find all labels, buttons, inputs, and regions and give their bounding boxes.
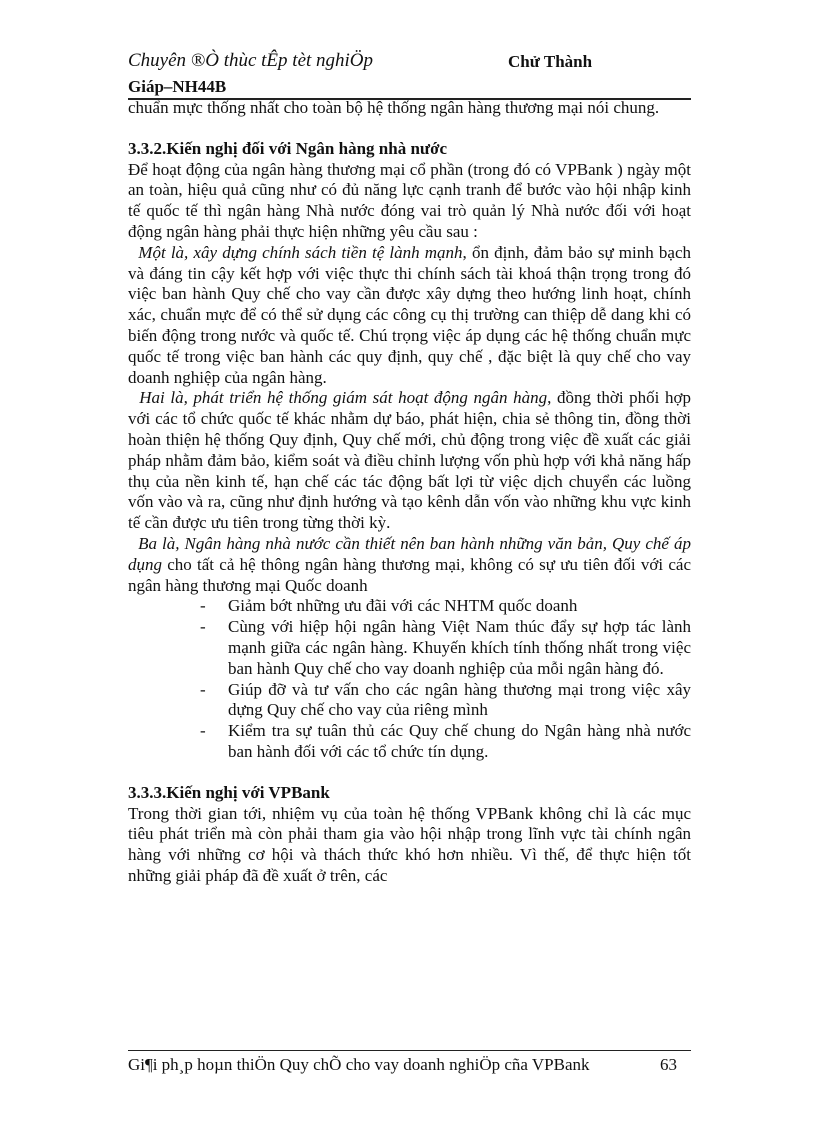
dash-bullet: - (200, 679, 206, 699)
list-item: - Giảm bớt những ưu đãi với các NHTM quốc doanh (200, 596, 578, 616)
spacer (128, 119, 691, 139)
mot-la-body: , ổn định, đảm bảo sự minh bạch và đáng tin cậy kết hợp với việc thực thi chính sách tài khoá thận trọng trong đó việc ban hành Quy chế cho vay cần được xây dựng theo hướng linh hoạt, chính xác, chuẩn mực để có thể sử dụng các công cụ thị trường can thiệp dễ dang khi có biến động trong nước và quốc tế. Chú trọng việc áp dụng các hệ thống chuẩn mực quốc tế trong việc ban hành các quy định, quy chế , đặc biệt là quy chế cho vay doanh nghiệp của ngân hàng. (128, 242, 691, 387)
paragraph-intro-332: Để hoạt động của ngân hàng thương mại cổ phần (trong đó có VPBank ) ngày một an toàn, hiệu quả cũng như có đủ năng lực cạnh tranh để bước vào hội nhập kinh tế quốc tế thì ngân hàng Nhà nước đóng vai trò quản lý Nhà nước đối với hoạt động ngân hàng phải thực hiện những yêu cầu sau : (128, 159, 691, 241)
page-number: 63 (660, 1055, 677, 1074)
section-heading-333: 3.3.3.Kiến nghị với VPBank (128, 782, 330, 802)
list-item: - Cùng với hiệp hội ngân hàng Việt Nam thúc đẩy sự hợp tác lành mạnh giữa các ngân hàng. Khuyến khích tính thống nhất trong việc ban hành Quy chế cho vay doanh nghiệp của mỗi ngân hàng đó. (200, 617, 691, 678)
paragraph-hai-la (128, 388, 691, 534)
dash-bullet: - (200, 617, 206, 637)
recommendation-list (128, 596, 691, 762)
header-title: Chuyên ®Ò thùc tÊp tèt nghiÖp (128, 50, 374, 71)
ba-la-lead: Ba là, Ngân hàng nhà nước cần thiết nên ban hành những văn bản, Quy chế áp dụng (128, 533, 692, 574)
footer-rule (128, 1050, 691, 1051)
hai-la-body: , đồng thời phối hợp với các tổ chức quốc tế khác nhằm dự báo, phát hiện, chia sẻ thông tin, đồng thời hoàn thiện hệ thống Quy định, Quy chế mới, chủ động trong việc đề xuất các giải pháp nhằm đảm bảo, kiểm soát và điều chỉnh lượng vốn phù hợp với khả năng hấp thụ của nền kinh tế, hạn chế các tác động bất lợi từ việc dịch chuyển các luồng vốn vào và ra, cũng như định hướng và tạo kênh dẫn vốn vào những khu vực kinh tế cần được ưu tiên trong từng thời kỳ. (128, 388, 691, 533)
list-item: - Kiểm tra sự tuân thủ các Quy chế chung do Ngân hàng nhà nước ban hành đối với các tổ chức tín dụng. (200, 721, 691, 761)
paragraph-ba-la (128, 534, 691, 596)
header-author: Chử Thành (508, 52, 593, 71)
footer-text: Gi¶i ph¸p hoµn thiÖn Quy chÕ cho vay doanh nghiÖp cña VPBank (128, 1055, 590, 1074)
header-class: Giáp–NH44B (128, 77, 227, 96)
spacer (128, 763, 691, 783)
mot-la-lead: Một là, xây dựng chính sách tiền tệ lành mạnh (138, 242, 463, 262)
dash-bullet: - (200, 721, 206, 741)
section-heading-332: 3.3.2.Kiến nghị đối với Ngân hàng nhà nước (128, 138, 448, 158)
ba-la-body: cho tất cả hệ thông ngân hàng thương mại, không có sự ưu tiên đối với các ngân hàng thương mại Quốc doanh (128, 554, 691, 595)
intro-paragraph: chuẩn mực thống nhất cho toàn bộ hệ thống ngân hàng thương mại nói chung. (128, 98, 660, 117)
paragraph-333: Trong thời gian tới, nhiệm vụ của toàn hệ thống VPBank không chỉ là các mục tiêu phát triển mà còn phải tham gia vào hội nhập trong lĩnh vực tài chính ngân hàng với những cơ hội và thách thức khó hơn nhiều. Vì thế, để thực hiện tốt những giải pháp đã đề xuất ở trên, các (128, 803, 691, 885)
list-item: - Giúp đỡ và tư vấn cho các ngân hàng thương mại trong việc xây dựng Quy chế cho vay của riêng mình (200, 679, 691, 720)
dash-bullet: - (200, 596, 206, 616)
body-text (128, 98, 691, 887)
paragraph-mot-la (128, 243, 691, 389)
hai-la-lead: Hai là, phát triển hệ thống giám sát hoạt động ngân hàng (139, 388, 548, 408)
